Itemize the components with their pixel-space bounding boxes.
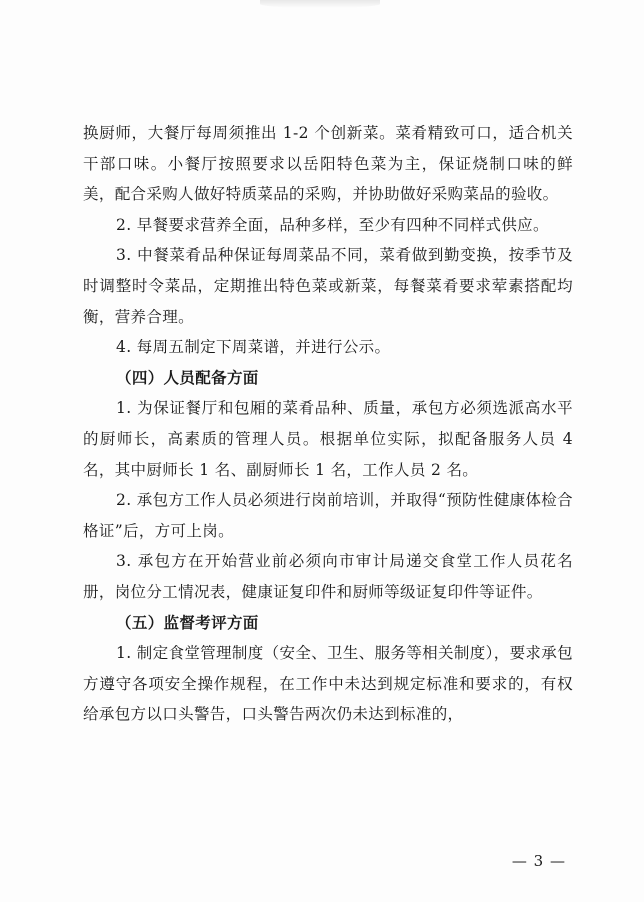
body-text: [83, 118, 573, 730]
paragraph-supervision-1: 1. 制定食堂管理制度（安全、卫生、服务等相关制度），要求承包方遵守各项安全操作规程，在工作中未达到规定标准和要求的，有权给承包方以口头警告，口头警告两次仍未达到标准的，: [83, 644, 573, 724]
scan-shadow: [260, 0, 380, 8]
paragraph-breakfast: 2. 早餐要求营养全面，品种多样，至少有四种不同样式供应。: [116, 215, 549, 234]
paragraph-staffing-3: 3. 承包方在开始营业前必须向市审计局递交食堂工作人员花名册，岗位分工情况表，健康证复印件和厨师等级证复印件等证件。: [83, 552, 573, 601]
paragraph-menu: 4. 每周五制定下周菜谱，并进行公示。: [116, 338, 391, 357]
section-heading-staffing: （四）人员配备方面: [116, 367, 259, 387]
section-heading-supervision: （五）监督考评方面: [116, 612, 259, 632]
page-number: — 3 —: [511, 852, 566, 870]
paragraph-staffing-1: 1. 为保证餐厅和包厢的菜肴品种、质量，承包方必须选派高水平的厨师长，高素质的管理人员。根据单位实际，拟配备服务人员 4 名，其中厨师长 1 名、副厨师长 1 名，工作人员 2 名。: [83, 399, 573, 479]
paragraph-continuation: 换厨师，大餐厅每周须推出 1-2 个创新菜。菜肴精致可口，适合机关干部口味。小餐厅按照要求以岳阳特色菜为主，保证烧制口味的鲜美，配合采购人做好特质菜品的采购，并协助做好采购菜品的验收。: [83, 124, 573, 204]
paragraph-lunch: 3. 中餐菜肴品种保证每周菜品不同，菜肴做到勤变换，按季节及时调整时令菜品，定期推出特色菜或新菜，每餐菜肴要求荤素搭配均衡，营养合理。: [83, 246, 573, 326]
paragraph-staffing-2: 2. 承包方工作人员必须进行岗前培训，并取得“预防性健康体检合格证”后，方可上岗。: [83, 491, 573, 540]
